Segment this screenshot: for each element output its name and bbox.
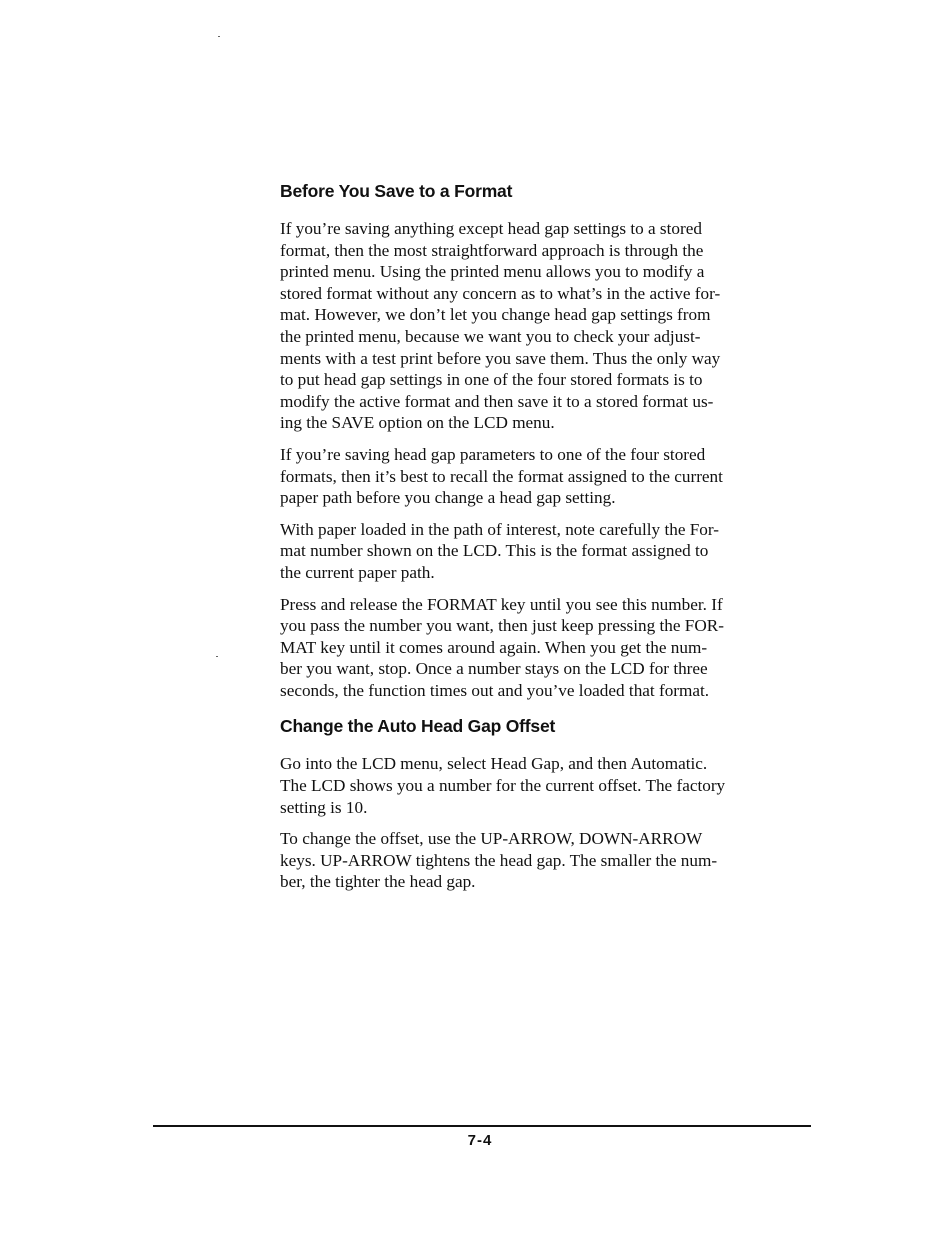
paragraph-saving-head-gap: If you’re saving head gap parameters to one of the four stored formats, then it’s best to recall the format assigned to the current paper path before you change a head gap setting. [280, 444, 723, 508]
paragraph-lcd-menu-head-gap: Go into the LCD menu, select Head Gap, and then Automatic. The LCD shows you a number for the current offset. The factory setting is 10. [280, 754, 726, 817]
section-heading-before-save: Before You Save to a Format [280, 181, 513, 201]
page-number: 7-4 [467, 1132, 493, 1149]
scan-speck [216, 656, 218, 657]
paragraph-note-format-number: With paper loaded in the path of interest, note carefully the For- mat number shown on the LCD. This is the format assigned to the current paper path. [280, 519, 720, 582]
footer-rule [153, 1125, 811, 1127]
paragraph-press-format-key: Press and release the FORMAT key until you see this number. If you pass the number you want, then just keep pressing the FOR- MAT key until it comes around again. When you get the num- ber you want, stop. Once a number stays on the LCD for three seconds, the function times out and you’ve loaded that format. [280, 594, 724, 700]
paragraph-change-offset: To change the offset, use the UP-ARROW, DOWN-ARROW keys. UP-ARROW tightens the head gap. The smaller the num- ber, the tighter the head gap. [280, 829, 718, 892]
paragraph-saving-via-printed-menu: If you’re saving anything except head gap settings to a stored format, then the most straightforward approach is through the printed menu. Using the printed menu allows you to modify a stored format without any concern as to what’s in the active for- mat. However, we don’t let you change head gap settings from the printed menu, because we want you to check your adjust- ments with a test print before you save them. Thus the only way to put head gap settings in one of the four stored formats is to modify the active format and then save it to a stored format us- ing the SAVE option on the LCD menu. [280, 219, 721, 433]
section-heading-auto-head-gap: Change the Auto Head Gap Offset [280, 716, 556, 737]
scan-speck [218, 36, 220, 37]
page-body [280, 178, 790, 903]
